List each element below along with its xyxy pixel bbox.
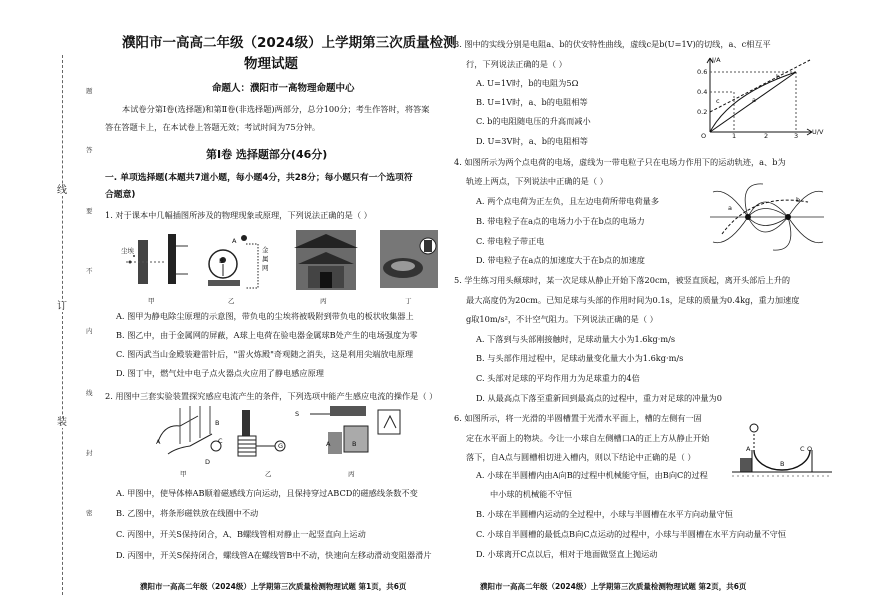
question-4-option-A[interactable]: A. 两个点电荷为正左负，且左边电荷所带电荷量多 xyxy=(476,196,660,206)
graph-ylabel: I/A xyxy=(712,56,721,64)
question-1-figures xyxy=(118,226,448,310)
groove-label-B: B xyxy=(780,460,785,468)
question-3-option-D[interactable]: D. U=3V时，a、b的电阻相等 xyxy=(476,136,588,146)
question-2-option-D[interactable]: D. 丙图中，开关S保持闭合，螺线管A在螺线管B中不动，快速向左移动滑动变阻器滑片 xyxy=(116,550,432,560)
question-6-stem: 落下，自A点与圆槽相切进入槽内，则以下结论中正确的是（ ） xyxy=(466,452,696,462)
groove-label-A: A xyxy=(746,445,751,453)
margin-big-char: 装 xyxy=(57,417,67,428)
figure-caption-yi: 乙 xyxy=(265,470,272,478)
figure-jia-precipitator xyxy=(126,234,188,284)
margin-char: 密 xyxy=(86,509,93,517)
figure-label-C: C xyxy=(218,437,223,445)
figure-bing-golden-hall xyxy=(294,230,358,290)
question-1-option-D[interactable]: D. 图丁中，燃气灶中电子点火器点火应用了静电感应原理 xyxy=(116,368,324,378)
question-2-option-C[interactable]: C. 丙图中，开关S保持闭合，A、B螺线管相对静止一起竖直向上运动 xyxy=(116,529,366,539)
question-1-option-C[interactable]: C. 图丙武当山金殿装避雷针后，"雷火炼殿"奇观随之消失，这是利用尖端放电原理 xyxy=(116,349,414,359)
figure-caption-bing: 丙 xyxy=(320,297,327,305)
figure-label-B2: B xyxy=(352,440,357,448)
graph-xtick: 2 xyxy=(764,132,769,140)
margin-char: 题 xyxy=(86,87,93,95)
question-5-stem: g取10m/s²，不计空气阻力。下列说法正确的是（ ） xyxy=(466,314,658,324)
question-3-stem: 行，下列说法正确的是（ ） xyxy=(466,59,567,69)
author-line: 命题人：濮阳市一高物理命题中心 xyxy=(212,83,355,94)
exam-title: 濮阳市一高高二年级（2024级）上学期第三次质量检测 xyxy=(122,35,457,51)
figure-label-A2: A xyxy=(326,440,331,448)
graph-xlabel: U/V xyxy=(812,128,824,136)
question-5-stem: 最大高度仍为20cm。已知足球与头部的作用时间为0.1s，足球的质量为0.4kg，重力加速度 xyxy=(466,295,800,305)
figure-label-A: A xyxy=(156,438,161,446)
question-1-stem: 1. 对于课本中几幅插图所涉及的物理现象或原理，下列说法正确的是（ ） xyxy=(105,210,372,220)
margin-big-char: 订 xyxy=(57,301,67,312)
figure-caption-ding: 丁 xyxy=(405,297,412,305)
graph-ytick: 0.6 xyxy=(697,68,708,76)
question-5-option-B[interactable]: B. 与头部作用过程中，足球动量变化量大小为1.6kg·m/s xyxy=(476,353,684,363)
point-label-a: a xyxy=(728,204,732,212)
question-6-option-C[interactable]: C. 小球自半圆槽的最低点B向C点运动的过程中，小球与半圆槽在水平方向动量不守恒 xyxy=(476,529,787,539)
graph-xtick: 1 xyxy=(732,132,737,140)
margin-big-char: 线 xyxy=(57,185,67,196)
curve-label-b: b xyxy=(776,73,781,81)
figure-jia-rails xyxy=(158,406,221,454)
question-1-option-B[interactable]: B. 图乙中，由于金属网的屏蔽，A球上电荷在验电器金属球B处产生的电场强度为零 xyxy=(116,330,418,340)
question-2-option-B[interactable]: B. 乙图中，将条形磁铁放在线圈中不动 xyxy=(116,508,259,518)
margin-char: 要 xyxy=(86,207,93,215)
figure-caption-jia: 甲 xyxy=(180,470,187,478)
question-4-stem: 4. 如图所示为两个点电荷的电场，虚线为一带电粒子只在电场力作用下的运动轨迹，a、b为 xyxy=(454,157,786,167)
question-3-option-C[interactable]: C. b的电阻随电压的升高而减小 xyxy=(476,116,591,126)
figure-label-S: S xyxy=(295,410,300,418)
question-4-field-diagram xyxy=(708,182,826,252)
section-title: 第Ⅰ卷 选择题部分(46分) xyxy=(206,148,328,161)
margin-char: 内 xyxy=(86,327,93,335)
figure-ding-gas-stove xyxy=(380,230,438,288)
curve-c xyxy=(710,60,810,112)
question-2-option-A[interactable]: A. 甲图中，使导体棒AB顺着磁感线方向运动，且保持穿过ABCD的磁感线条数不变 xyxy=(116,488,418,498)
question-5-option-C[interactable]: C. 头部对足球的平均作用力为足球重力的4倍 xyxy=(476,373,640,383)
groove-label-C: C xyxy=(800,445,805,453)
binding-dashed-line xyxy=(62,55,63,595)
question-6-option-D[interactable]: D. 小球离开C点以后，相对于地面做竖直上抛运动 xyxy=(476,549,658,559)
groove-label-O: O xyxy=(807,445,813,453)
question-6-option-B[interactable]: B. 小球在半圆槽内运动的全过程中，小球与半圆槽在水平方向动量守恒 xyxy=(476,509,733,519)
part-heading: 一. 单项选择题(本题共7道小题，每小题4分，共28分；每小题只有一个选项符 xyxy=(105,173,413,183)
margin-char: 封 xyxy=(86,449,93,457)
margin-char: 答 xyxy=(86,146,93,154)
graph-xtick: 3 xyxy=(794,132,799,140)
figure-label-dust: 尘埃 xyxy=(121,247,134,255)
question-5-stem: 5. 学生练习用头颠球时，某一次足球从静止开始下落20cm，被竖直顶起，离开头部后上升的 xyxy=(454,275,791,285)
curve-label-c: c xyxy=(716,97,720,105)
figure-label-B: B xyxy=(215,419,220,427)
question-6-stem: 定在水平面上的物块。今让一小球自左侧槽口A的正上方从静止开始 xyxy=(466,433,710,443)
figure-label-G: G xyxy=(278,442,284,450)
question-3-option-A[interactable]: A. U=1V时，b的电阻为5Ω xyxy=(476,78,579,88)
question-2-stem: 2. 用图中三套实验装置探究感应电流产生的条件，下列选项中能产生感应电流的操作是（ ） xyxy=(105,391,438,401)
page-footer: 濮阳市一高高二年级（2024级）上学期第三次质量检测物理试题 第2页，共6页 xyxy=(480,582,747,591)
curve-label-a: a xyxy=(752,96,756,104)
margin-char: 线 xyxy=(86,389,93,397)
figure-label-D: D xyxy=(205,458,211,466)
margin-char: 不 xyxy=(86,267,93,275)
figure-caption-yi: 乙 xyxy=(228,297,235,305)
question-4-option-B[interactable]: B. 带电粒子在a点的电场力小于在b点的电场力 xyxy=(476,216,645,226)
question-4-option-C[interactable]: C. 带电粒子带正电 xyxy=(476,236,545,246)
figure-caption-bing: 丙 xyxy=(348,470,355,478)
question-6-option-A-cont[interactable]: 中小球的机械能不守恒 xyxy=(490,489,572,499)
exam-subtitle: 物理试题 xyxy=(244,56,298,72)
part-heading: 合题意) xyxy=(105,190,136,200)
graph-origin: O xyxy=(701,132,707,140)
question-5-option-A[interactable]: A. 下落到与头部刚接触时，足球动量大小为1.6kg·m/s xyxy=(476,334,676,344)
question-5-option-D[interactable]: D. 从最高点下落至重新回到最高点的过程中，重力对足球的冲量为0 xyxy=(476,393,722,403)
graph-ytick: 0.2 xyxy=(697,108,708,116)
question-4-option-D[interactable]: D. 带电粒子在a点的加速度大于在b点的加速度 xyxy=(476,255,645,265)
point-label-b: b xyxy=(796,196,801,204)
graph-ytick: 0.4 xyxy=(697,88,708,96)
page-footer: 濮阳市一高高二年级（2024级）上学期第三次质量检测物理试题 第1页，共6页 xyxy=(140,582,407,591)
question-6-stem: 6. 如图所示，将一光滑的半圆槽置于光滑水平面上，槽的左侧有一固 xyxy=(454,413,702,423)
figure-label-B: B xyxy=(219,257,224,265)
question-6-option-A[interactable]: A. 小球在半圆槽内由A向B的过程中机械能守恒，由B向C的过程 xyxy=(476,470,708,480)
figure-caption-jia: 甲 xyxy=(148,297,155,305)
intro-line: 本试卷分第Ⅰ卷(选择题)和第Ⅱ卷(非选择题)两部分，总分100分；考生作答时，将答案 xyxy=(122,104,430,114)
question-1-option-A[interactable]: A. 图甲为静电除尘原理的示意图，带负电的尘埃将被吸附到带负电的板状收集器上 xyxy=(116,311,414,321)
question-3-option-B[interactable]: B. U=1V时，a、b的电阻相等 xyxy=(476,97,588,107)
question-4-stem: 轨迹上两点，下列说法中正确的是（ ） xyxy=(466,176,608,186)
question-3-stem: 3. 图中的实线分别是电阻a、b的伏安特性曲线，虚线c是b(U=1V)的切线，a、c相互平 xyxy=(454,39,771,49)
intro-line: 答在答题卡上，在本试卷上答题无效；考试时间为75分钟。 xyxy=(105,122,321,132)
figure-label-A: A xyxy=(232,237,237,245)
figure-label-net: 金属网 xyxy=(262,246,269,272)
question-2-figures xyxy=(150,404,410,466)
